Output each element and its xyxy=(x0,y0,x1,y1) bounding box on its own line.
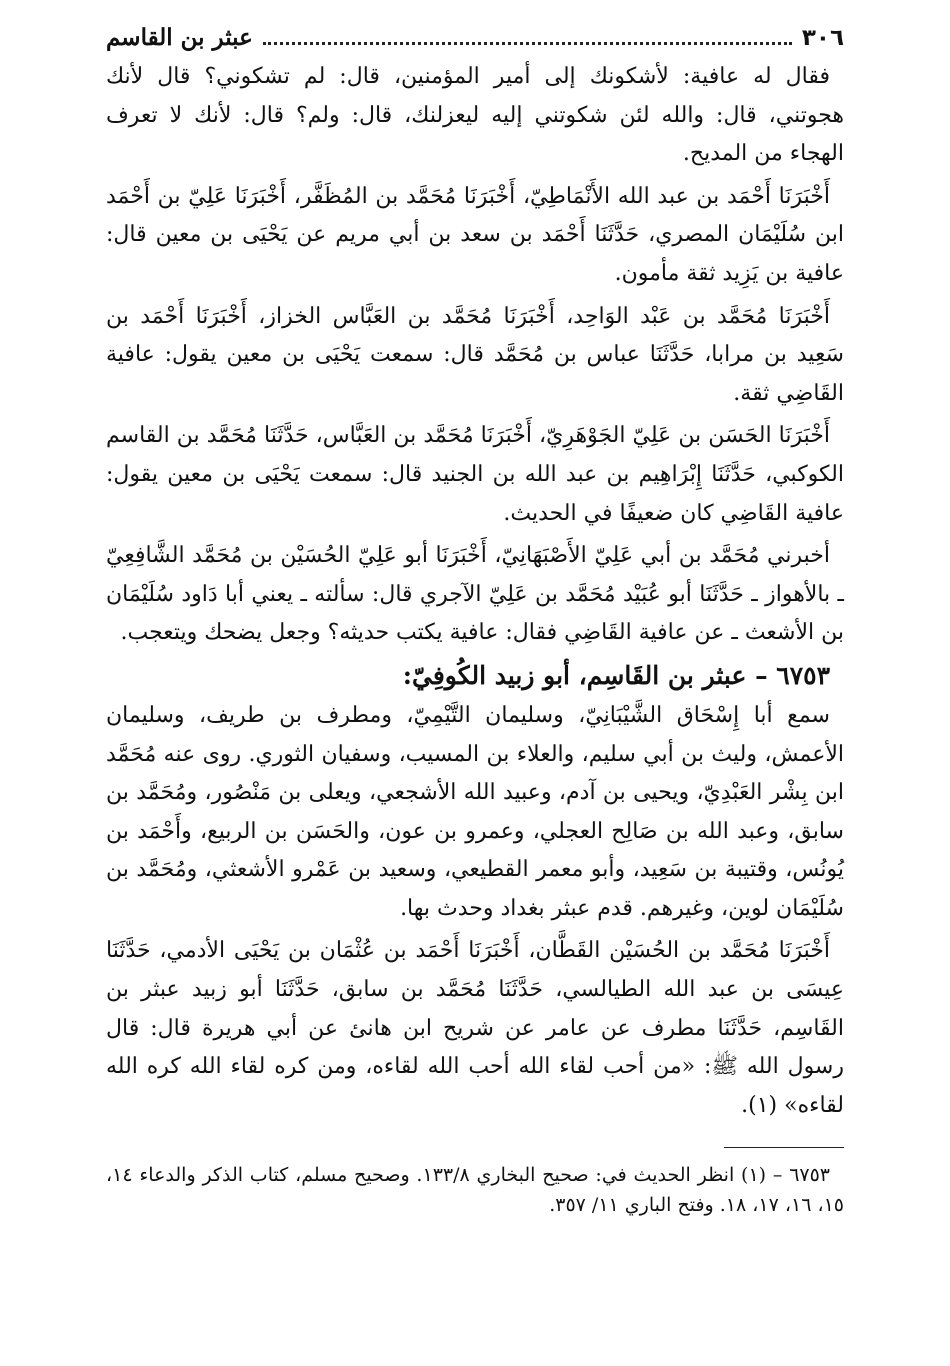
paragraph: أَخْبَرَنَا الحَسَن بن عَلِيّ الجَوْهَرِيّ، أَخْبَرَنَا مُحَمَّد بن العَبَّاس، حَدَّثَنَا مُحَمَّد بن القاسم الكوكبي، حَدَّثَنَا إِبْرَاهِيم بن عبد الله بن الجنيد قال: سمعت يَحْيَى بن معين يقول: عافية القَاضِي كان ضعيفًا في الحديث. xyxy=(106,423,844,526)
running-title: عبثر بن القاسم xyxy=(106,24,253,51)
page-number: ٣٠٦ xyxy=(801,25,844,51)
paragraph: فقال له عافية: لأشكونك إلى أمير المؤمنين، قال: لم تشكوني؟ قال لأنك هجوتني، قال: والله لئن شكوتني إليه ليعزلنك، قال: ولم؟ قال: لأنك لا تعرف الهجاء من المديح. xyxy=(106,64,844,167)
paragraph: أخبرني مُحَمَّد بن أبي عَلِيّ الأَصْبَهَانِيّ، أَخْبَرَنَا أبو عَلِيّ الحُسَيْن بن مُحَمَّد الشَّافِعِيّ ـ بالأهواز ـ حَدَّثَنَا أبو عُبَيْد مُحَمَّد بن عَلِيّ الآجري قال: سألته ـ يعني أبا دَاود سُلَيْمَان بن الأشعث ـ عن عافية القَاضِي فقال: عافية يكتب حديثه؟ وجعل يضحك ويتعجب. xyxy=(106,543,844,646)
entry-paragraph: سمع أبا إِسْحَاق الشَّيْبَانِيّ، وسليمان التَّيْمِيّ، ومطرف بن طريف، وسليمان الأعمش، وليث بن أبي سليم، والعلاء بن المسيب، وسفيان الثوري. روى عنه مُحَمَّد ابن بِشْر العَبْدِيّ، ويحيى بن آدم، وعبيد الله الأشجعي، ويعلى بن مَنْصُور، ومُحَمَّد بن سابق، وعبد الله بن صَالِح العجلي، وعمرو بن عون، والحَسَن بن الربيع، وأَحْمَد بن يُونُس، وقتيبة بن سَعِيد، وأبو معمر القطيعي، وسعيد بن عَمْرو الأشعثي، ومُحَمَّد بن سُلَيْمَان لوين، وغيرهم. قدم عبثر بغداد وحدث بها. xyxy=(106,702,844,921)
header-dot-leader xyxy=(263,42,792,45)
running-header xyxy=(106,22,844,58)
paragraph: أَخْبَرَنَا أَحْمَد بن عبد الله الأَنْمَاطِيّ، أَخْبَرَنَا مُحَمَّد بن المُظَفَّر، أَخْبَرَنَا عَلِيّ بن أَحْمَد ابن سُلَيْمَان المصري، حَدَّثَنَا أَحْمَد بن سعد بن أبي مريم عن يَحْيَى بن معين قال: عافية بن يَزِيد ثقة مأمون. xyxy=(106,183,844,286)
entry-heading: ٦٧٥٣ – عبثر بن القَاسِم، أبو زبيد الكُوفِيّ: xyxy=(402,660,830,690)
footnote-divider xyxy=(724,1147,844,1148)
entry-paragraph: أَخْبَرَنَا مُحَمَّد بن الحُسَيْن القَطَّان، أَخْبَرَنَا أَحْمَد بن عُثْمَان بن يَحْيَى الأدمي، حَدَّثَنَا عِيسَى بن عبد الله الطيالسي، حَدَّثَنَا مُحَمَّد بن سابق، حَدَّثَنَا أبو زبيد عبثر بن القَاسِم، حَدَّثَنَا مطرف عن عامر عن شريح ابن هانئ عن أبي هريرة قال: قال رسول الله ﷺ: «من أحب لقاء الله أحب الله لقاءه، ومن كره لقاء الله كره الله لقاءه» (١). xyxy=(106,938,844,1118)
page xyxy=(106,22,844,1220)
paragraph: أَخْبَرَنَا مُحَمَّد بن عَبْد الوَاحِد، أَخْبَرَنَا مُحَمَّد بن العَبَّاس الخزاز، أَخْبَرَنَا أَحْمَد بن سَعِيد بن مرابا، حَدَّثَنَا عباس بن مُحَمَّد قال: سمعت يَحْيَى بن معين يقول: عافية القَاضِي ثقة. xyxy=(106,303,844,406)
footnote: ٦٧٥٣ – (١) انظر الحديث في: صحيح البخاري ١٣٣/٨. وصحيح مسلم، كتاب الذكر والدعاء ١٤، ١٥، ١٦، ١٧، ١٨. وفتح الباري ١١/ ٣٥٧. xyxy=(106,1164,844,1217)
